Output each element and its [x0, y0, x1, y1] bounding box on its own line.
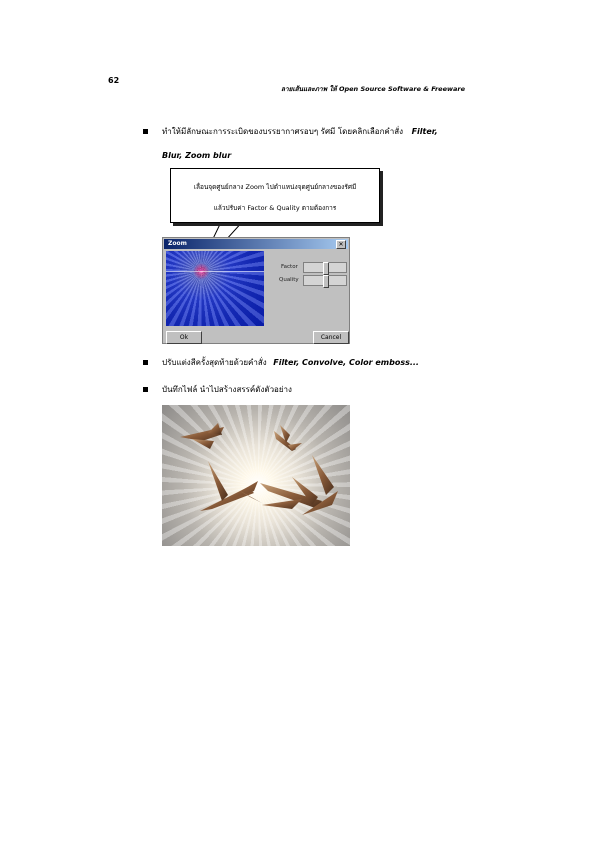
jet-top-left: [180, 423, 224, 449]
preview-streaks: [166, 251, 264, 326]
factor-slider-thumb[interactable]: [323, 262, 329, 275]
page-number: 62: [108, 76, 120, 85]
jet-top-right: [274, 425, 302, 451]
cancel-button[interactable]: Cancel: [313, 331, 349, 344]
zoom-preview[interactable]: [166, 251, 264, 326]
factor-label: Factor: [281, 264, 298, 270]
bullet-1-menu-path: Blur, Zoom blur: [162, 151, 232, 160]
jets-illustration: [162, 405, 350, 546]
zoom-dialog-title: Zoom: [168, 240, 187, 247]
preview-center-line: [166, 271, 264, 272]
close-button[interactable]: ✕: [336, 240, 346, 249]
bullet-2-text: [162, 356, 419, 369]
bullet-1-menu: Filter,: [411, 127, 438, 136]
bullet-3-text: บันทึกไฟล์ นำไปสร้างสรรค์ดังตัวอย่าง: [162, 385, 292, 394]
bullet-1: [143, 129, 148, 134]
bullet-2-desc: ปรับแต่งสีครั้งสุดท้ายด้วยคำสั่ง: [162, 358, 267, 367]
quality-label: Quality: [279, 277, 299, 283]
bullet-3: [143, 387, 148, 392]
bullet-1-desc: ทำให้มีลักษณะการระเบิดของบรรยากาศรอบๆ รัศมี โดยคลิกเลือกคำสั่ง: [162, 127, 404, 136]
callout-line-2: แล้วปรับค่า Factor & Quality ตามต้องการ: [213, 204, 337, 212]
bullet-2: [143, 360, 148, 365]
bullet-2-menu: Filter, Convolve, Color emboss...: [273, 358, 419, 367]
factor-slider[interactable]: [303, 262, 347, 273]
ok-button[interactable]: Ok: [166, 331, 202, 344]
bullet-1-line2: [162, 151, 231, 160]
header-title: ลายเส้นและภาพ ให้ Open Source Software & Freeware: [281, 85, 465, 93]
callout-box: [170, 168, 380, 223]
quality-slider-thumb[interactable]: [323, 275, 329, 288]
zoom-dialog-titlebar[interactable]: [164, 239, 348, 249]
bullet-1-text: [162, 125, 438, 138]
callout-pointer-mask: [223, 219, 243, 222]
zoom-dialog: [162, 237, 350, 344]
quality-slider[interactable]: [303, 275, 347, 286]
callout-line-1: เลื่อนจุดศูนย์กลาง Zoom ไปตำแหน่งจุดศูนย์กลางของรัศมี: [193, 183, 357, 191]
example-artwork-image: [162, 405, 350, 546]
jet-right-large: [260, 455, 338, 515]
jet-bottom-left: [200, 461, 262, 511]
